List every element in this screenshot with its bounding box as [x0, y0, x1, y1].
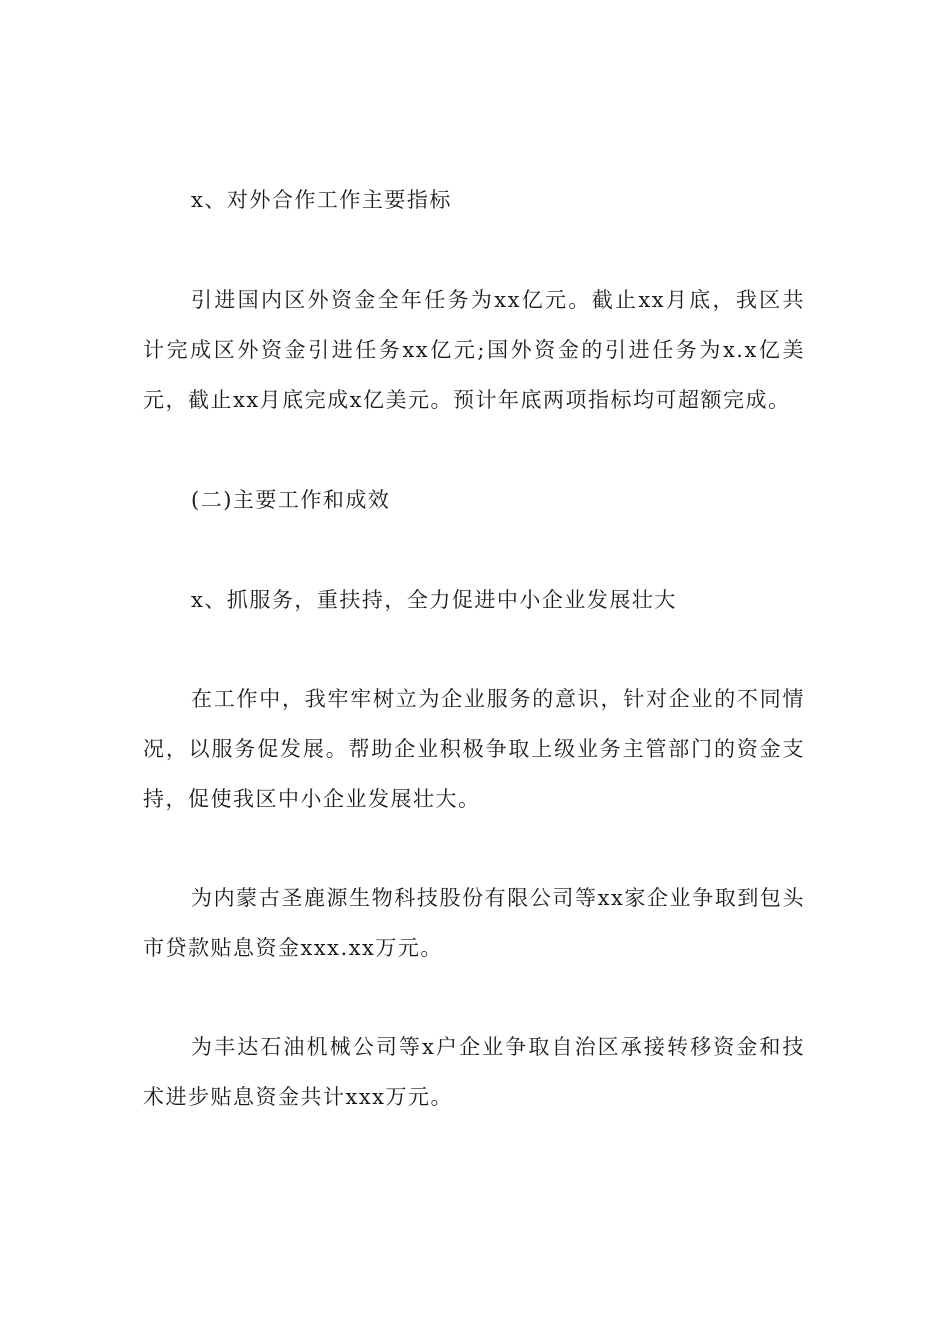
- paragraph-enterprise-service: 在工作中，我牢牢树立为企业服务的意识，针对企业的不同情况，以服务促发展。帮助企业积极争取上级业务主管部门的资金支持，促使我区中小企业发展壮大。: [143, 687, 805, 811]
- section-heading-cooperation-indicators: x、对外合作工作主要指标: [191, 188, 452, 212]
- paragraph-loan-subsidy: 为内蒙古圣鹿源生物科技股份有限公司等xx家企业争取到包头市贷款贴息资金xxx.xx万元。: [143, 886, 805, 960]
- section-heading-main-work: (二)主要工作和成效: [191, 488, 391, 512]
- section-heading-sme-support: x、抓服务，重扶持，全力促进中小企业发展壮大: [191, 588, 677, 612]
- paragraph-transfer-funds: 为丰达石油机械公司等x户企业争取自治区承接转移资金和技术进步贴息资金共计xxx万元。: [143, 1035, 805, 1109]
- paragraph-investment-targets: 引进国内区外资金全年任务为xx亿元。截止xx月底，我区共计完成区外资金引进任务xx亿元;国外资金的引进任务为x.x亿美元，截止xx月底完成x亿美元。预计年底两项指标均可超额完成。: [143, 288, 805, 412]
